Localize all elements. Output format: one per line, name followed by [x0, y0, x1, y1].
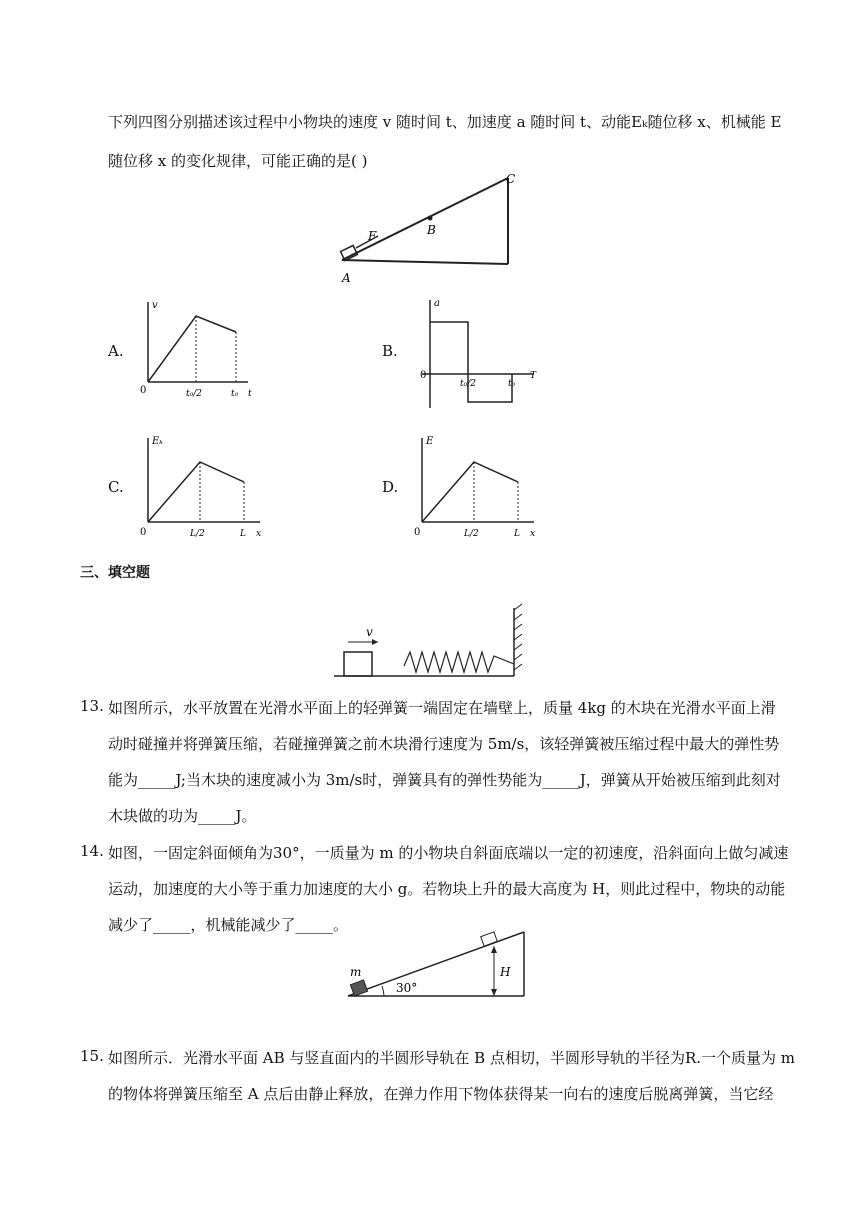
top-block	[481, 932, 498, 946]
graph-d	[410, 432, 546, 542]
svg-text:0: 0	[140, 385, 147, 396]
svg-text:0: 0	[414, 527, 421, 538]
svg-text:t₀: t₀	[508, 379, 516, 389]
svg-text:x: x	[256, 529, 262, 539]
q13-number: 13.	[80, 697, 104, 715]
svg-text:L/2: L/2	[190, 529, 205, 539]
q14-line-3: 减少了_____，机械能减少了_____。	[108, 916, 349, 934]
q13-line-2: 动时碰撞并将弹簧压缩，若碰撞弹簧之前木块滑行速度为 5m/s，该轻弹簧被压缩过程中最大的弹性势	[108, 735, 780, 753]
graph-c	[136, 432, 272, 542]
svg-text:L: L	[514, 529, 520, 539]
svg-text:0: 0	[420, 370, 427, 381]
q13-line-3: 能为_____J;当木块的速度减小为 3m/s时，弹簧具有的弹性势能为_____J，弹簧从开始被压缩到此刻对	[108, 771, 781, 789]
height-label: H	[500, 965, 511, 979]
label-b: B	[427, 223, 436, 237]
label-f: F	[368, 229, 377, 243]
mass-label: m	[350, 965, 362, 979]
svg-text:t: t	[248, 389, 252, 399]
label-c: C	[506, 172, 516, 186]
q14-number: 14.	[80, 842, 104, 860]
ek-x-curve	[148, 462, 244, 522]
q15-number: 15.	[80, 1047, 104, 1065]
block	[344, 652, 372, 676]
svg-text:t₀/2: t₀/2	[186, 389, 202, 399]
svg-text:L/2: L/2	[464, 529, 479, 539]
svg-text:a: a	[434, 298, 440, 309]
svg-text:Eₖ: Eₖ	[152, 436, 163, 447]
point-b	[428, 216, 433, 221]
svg-text:T: T	[530, 371, 537, 381]
angle-label: 30°	[396, 981, 418, 995]
incline-slope	[342, 178, 508, 260]
option-b-label[interactable]: B.	[382, 342, 398, 360]
option-c-label[interactable]: C.	[108, 478, 124, 496]
svg-text:L: L	[240, 529, 246, 539]
v-t-curve	[148, 316, 236, 382]
svg-text:E: E	[426, 436, 434, 447]
option-a-label[interactable]: A.	[108, 342, 124, 360]
q15-line-2: 的物体将弹簧压缩至 A 点后由静止释放，在弹力作用下物体获得某一向右的速度后脱离弹簧，当它经	[108, 1085, 774, 1103]
q13-line-1: 如图所示，水平放置在光滑水平面上的轻弹簧一端固定在墙壁上，质量 4kg 的木块在光滑水平面上滑	[108, 699, 776, 717]
section-title: 三、填空题	[80, 565, 150, 581]
e-x-curve	[422, 462, 518, 522]
svg-text:t₀: t₀	[231, 389, 239, 399]
a-t-curve	[430, 322, 512, 402]
spring-figure	[330, 600, 530, 682]
label-a: A	[342, 271, 351, 285]
velocity-label: v	[366, 625, 373, 639]
graph-a	[136, 296, 276, 400]
intro-line-1: 下列四图分别描述该过程中小物块的速度 v 随时间 t、加速度 a 随时间 t、动能Eₖ随位移 x、机械能 E	[108, 113, 782, 131]
intro-line-2: 随位移 x 的变化规律，可能正确的是( )	[108, 152, 368, 170]
slope-figure	[340, 920, 540, 1004]
incline-base	[342, 260, 508, 264]
svg-text:t₀/2: t₀/2	[460, 379, 476, 389]
svg-text:x: x	[530, 529, 536, 539]
q15-line-1: 如图所示．光滑水平面 AB 与竖直面内的半圆形导轨在 B 点相切，半圆形导轨的半径为R.一个质量为 m	[108, 1049, 796, 1067]
option-d-label[interactable]: D.	[382, 478, 399, 496]
incline-figure	[330, 168, 530, 288]
q14-line-1: 如图，一固定斜面倾角为30°，一质量为 m 的小物块自斜面底端以一定的初速度，沿斜面向上做匀减速	[108, 844, 789, 862]
q14-line-2: 运动，加速度的大小等于重力加速度的大小 g。若物块上升的最大高度为 H，则此过程中，物块的动能	[108, 880, 786, 898]
svg-text:v: v	[152, 300, 158, 311]
spring	[404, 652, 514, 672]
graph-b	[418, 296, 538, 416]
q13-line-4: 木块做的功为_____J。	[108, 807, 257, 825]
svg-text:0: 0	[140, 527, 147, 538]
